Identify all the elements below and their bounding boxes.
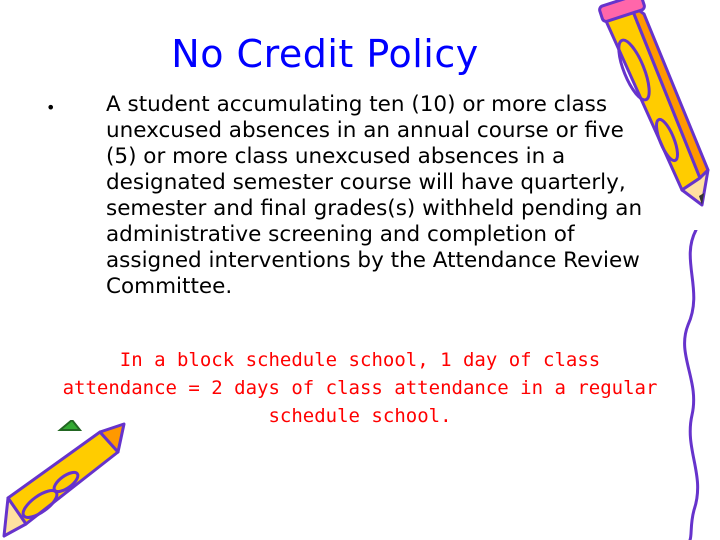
crayon-clipart-icon — [0, 420, 130, 540]
bullet-marker: • — [46, 98, 56, 117]
pencil-clipart-icon — [572, 0, 720, 215]
pencil-body — [599, 0, 708, 205]
slide-title: No Credit Policy — [171, 32, 479, 76]
policy-body-text: A student accumulating ten (10) or more class unexcused absences in an annual course or five (5) or more class unexcused absences in a designated semester course will have quarterly, semester and final grades(s) withheld pending an administrative screening and completion of assigned interventions by the Attendance Review Committee. — [106, 92, 643, 299]
block-schedule-note: In a block schedule school, 1 day of class attendance = 2 days of class attendance in a regular schedule school. — [62, 349, 658, 427]
crayon-body — [4, 420, 124, 536]
squiggle-line-icon — [670, 230, 710, 540]
